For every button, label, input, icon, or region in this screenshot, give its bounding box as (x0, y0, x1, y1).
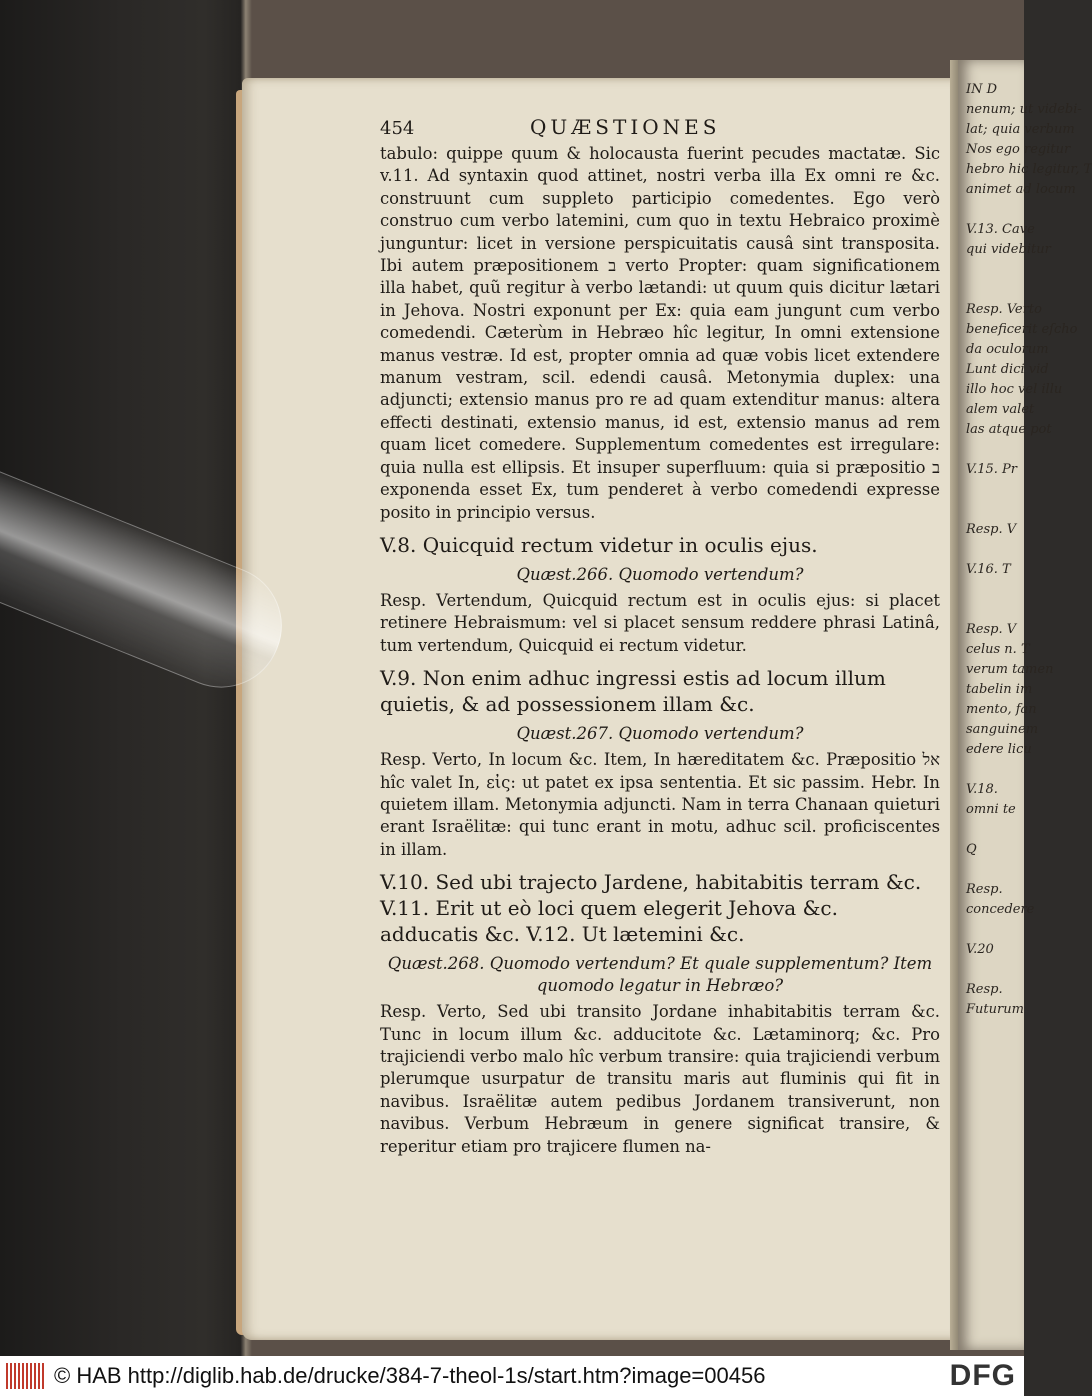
question-heading: Quæst.268. Quomodo vertendum? Et quale supplementum? Item quomodo legatur in Hebræo? (387, 954, 933, 996)
verse-heading: V.8. Quicquid rectum videtur in oculis ejus. (380, 532, 818, 557)
paragraph: Resp. Verto, In locum &c. Item, In hæreditatem &c. Præpositio אל hîc valet In, εἰς: ut patet ex ipsa sententia. Et sic passim. Hebr. In quietem illam. Metonymia adjuncti. Nam in terra Chanaan quieturi erant Israëlitæ: qui tunc erant in motu, adhuc scil. proficiscentes in illam. (380, 750, 940, 859)
page-text (380, 115, 940, 1158)
running-title: QUÆSTIONES (530, 115, 721, 139)
barcode-icon (6, 1363, 44, 1389)
verse-heading: V.10. Sed ubi trajecto Jardene, habitabitis terram &c. V.11. Erit ut eò loci quem elegerit Jehova &c. adducatis &c. V.12. Ut lætemini &c. (380, 870, 922, 947)
paragraph: Resp. Vertendum, Quicquid rectum est in oculis ejus: si placet retinere Hebraismum: vel si placet sensum reddere phrasi Latinâ, tum vertendum, Quicquid ei rectum videtur. (380, 590, 940, 655)
question-heading: Quæst.267. Quomodo vertendum? (516, 724, 804, 744)
question-heading: Quæst.266. Quomodo vertendum? (516, 564, 804, 584)
facing-page (958, 60, 1092, 1350)
paragraph: Resp. Verto, Sed ubi transito Jordane inhabitabitis terram &c. Tunc in locum illum &c. adducitote &c. Lætaminorq; &c. Pro trajiciendi verbo malo hîc verbum transire: quia trajiciendi verbum plerumque usurpatur de transitu maris aut fluminis qui fit in navibus. Israëlitæ autem pedibus Jordanem transiverunt, non navibus. Verbum Hebræum in genere significat transire, & reperitur etiam pro trajicere flumen na- (380, 1002, 940, 1156)
source-link[interactable]: © HAB http://diglib.hab.de/drucke/384-7-theol-1s/start.htm?image=00456 (54, 1363, 766, 1388)
page-header (380, 115, 940, 139)
paragraph: tabulo: quippe quum & holocausta fuerint pecudes mactatæ. Sic v.11. Ad syntaxin quod attinet, nostri verba illa Ex omni re &c. construunt cum suppleto participio comedentes. Ego verò construo cum verbo latemini, cum quo in textu Hebraico proximè junguntur: licet in versione perspicuitatis causâ sint transposita. Ibi autem præpositionem ב verto Propter: quam significationem illa habet, quũ regitur à verbo lætandi: ut quum quis dicitur lætari in Jehova. Nostri exponunt per Ex: quia eam jungunt cum verbo comedendi. Cæterùm in Hebræo hîc legitur, In omni extensione manus vestræ. Id est, propter omnia ad quæ vobis licet extendere manum vestram, scil. edendi causâ. Metonymia duplex: una adjuncti; extensio manus pro re ad quam extenditur manus: altera effecti destinati, extensio manus, id est, extensio manus ad rem quam licet comedere. Supplementum comedentes est irregulare: quia nulla est ellipsis. Et insuper superfluum: quia si præpositio ב exponenda esset Ex, tum penderet à verbo comedendi expresse posito in principio versus. (380, 144, 940, 522)
verse-heading: V.9. Non enim adhuc ingressi estis ad locum illum quietis, & ad possessionem illam &c. (380, 666, 886, 717)
page-number: 454 (380, 118, 415, 139)
facing-page-text: IN D nenum; ut videbi- lat; quia verbum Nos ego regitur hebro hic legitur, T animet ad locum V.13. Cave qui videbitur Resp. Verto beneficerit eſcho da oculorum Lunt dici vid illo hoc vel illu alem valet las atque pot V.15. Pr Resp. V V.16. T Resp. V celus n. T verum tamen tabelin im mento, fan sanguinem edere licu V.18. omni te Q Resp. concedere V.20 Resp. Futurum (966, 82, 1092, 1017)
dfg-logo: DFG (949, 1359, 1016, 1392)
footer-bar (0, 1356, 1024, 1396)
